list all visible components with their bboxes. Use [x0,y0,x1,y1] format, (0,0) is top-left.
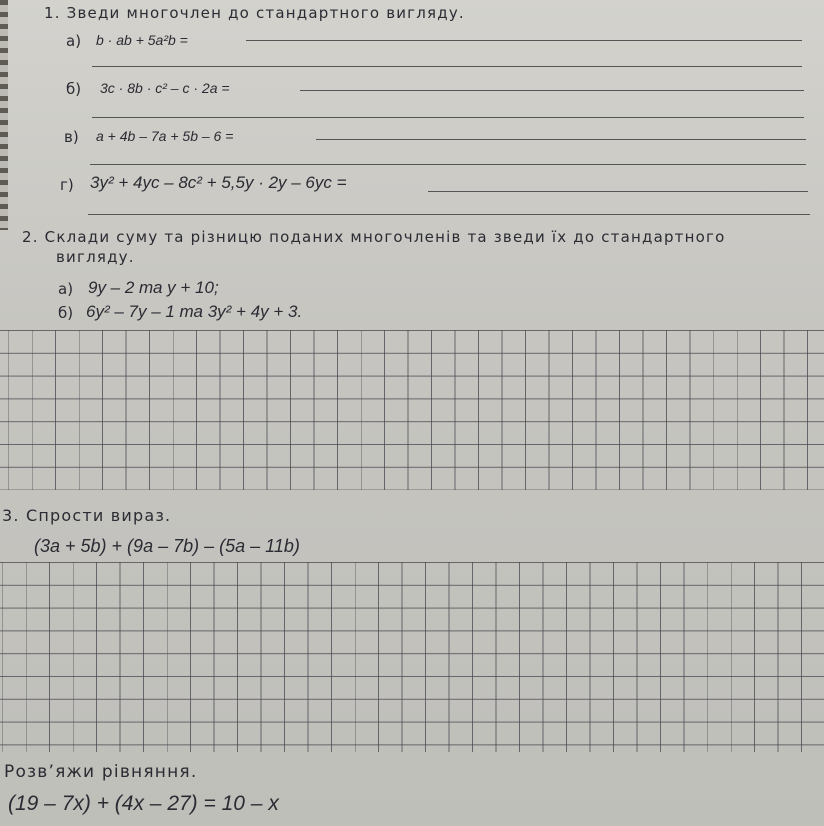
answer-line[interactable] [92,66,802,67]
task3-heading: 3. Спрости вираз. [2,506,172,525]
answer-line[interactable] [246,40,802,41]
task4-heading: Розв’яжи рівняння. [4,762,198,782]
task2-heading-line1: 2. Склади суму та різницю поданих многочленів та зведи їх до стандартного [22,228,726,246]
task4-expr: (19 – 7x) + (4x – 27) = 10 – x [8,792,279,815]
task2-item-b-label: б) [58,304,74,322]
task1-item-c-expr: a + 4b – 7a + 5b – 6 = [96,128,234,144]
answer-line[interactable] [92,117,804,118]
task1-item-a-expr: b · ab + 5a²b = [96,32,188,48]
task1-item-c-label: в) [64,128,79,146]
task1-item-d-label: г) [60,176,74,194]
task2-heading-line2: вигляду. [56,248,135,266]
task1-item-b-label: б) [66,80,82,98]
task2-item-a-label: а) [58,280,74,298]
task3-expr: (3a + 5b) + (9a – 7b) – (5a – 11b) [34,536,300,556]
answer-line[interactable] [316,139,806,140]
task1-item-a-label: а) [66,32,82,50]
squared-answer-grid-task3[interactable] [0,562,824,752]
task1-item-b-expr: 3c · 8b · c² – c · 2a = [100,80,230,96]
answer-line[interactable] [300,90,804,91]
answer-line[interactable] [90,164,806,165]
answer-line[interactable] [428,191,808,192]
task1-item-d-expr: 3y² + 4yc – 8c² + 5,5y · 2y – 6yc = [90,173,347,192]
task2-item-b-expr: 6y² – 7y – 1 та 3y² + 4y + 3. [86,302,303,321]
spiral-binding-edge [0,0,8,230]
squared-answer-grid-task2[interactable] [0,330,824,490]
task2-item-a-expr: 9y – 2 та y + 10; [88,278,219,297]
answer-line[interactable] [88,214,810,215]
task1-heading: 1. Зведи многочлен до стандартного вигляду. [44,4,465,22]
